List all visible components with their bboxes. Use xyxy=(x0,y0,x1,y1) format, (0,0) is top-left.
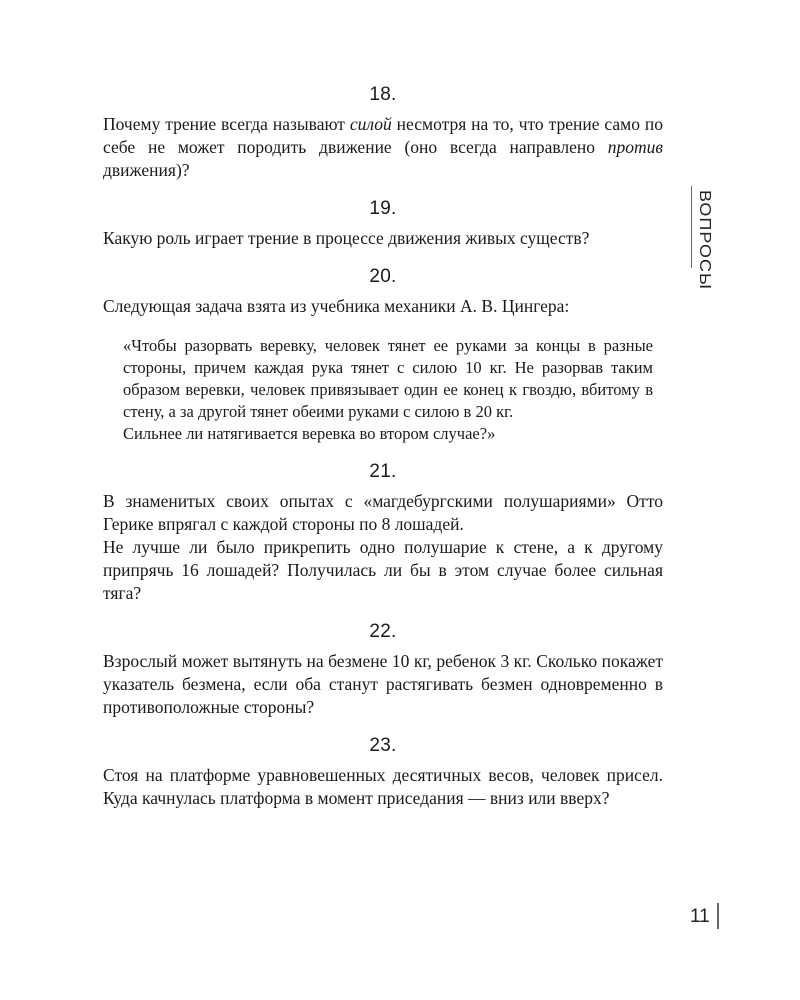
quote-paragraph: «Чтобы разорвать веревку, человек тянет ее руками за концы в разные стороны, причем каждая рука тянет с силою 10 кг. Не разорвав таким образом веревки, человек привязывает один ее конец к гвоздю, вбитому в стену, а за другой тянет обеими руками с силою в 20 кг. xyxy=(123,336,653,421)
question-number: 18. xyxy=(369,84,397,105)
question-text xyxy=(103,113,663,182)
emphasis: против xyxy=(607,137,663,157)
section-label: ВОПРОСЫ xyxy=(696,190,714,290)
page-number-divider xyxy=(717,903,719,929)
question-text: В знаменитых своих опытах с «магдебургскими полушариями» Отто Герике впрягал с каждой стороны по 8 лошадей. xyxy=(103,491,663,534)
question-21 xyxy=(103,461,663,605)
question-text: Не лучше ли было прикрепить одно полушарие к стене, а к другому припрячь 16 лошадей? Получилась ли бы в этом случае более сильная тяга? xyxy=(103,537,663,603)
block-quote xyxy=(103,335,663,445)
question-number: 21. xyxy=(369,461,397,482)
text-part: Почему трение всегда называют xyxy=(103,114,350,134)
question-23 xyxy=(103,735,663,810)
question-text: Взрослый может вытянуть на безмене 10 кг, ребенок 3 кг. Сколько покажет указатель безмена, если оба станут растягивать безмен одновременно в противоположные стороны? xyxy=(103,651,663,717)
question-19 xyxy=(103,198,663,250)
questions-list xyxy=(103,84,663,826)
question-number: 22. xyxy=(369,621,397,642)
question-number: 19. xyxy=(369,198,397,219)
question-number: 20. xyxy=(369,266,397,287)
question-22 xyxy=(103,621,663,719)
text-part: движения)? xyxy=(103,160,190,180)
question-text: Стоя на платформе уравновешенных десятичных весов, человек присел. Куда качнулась платформа в момент приседания — вниз или вверх? xyxy=(103,765,663,808)
page-number: 11 xyxy=(690,906,710,927)
question-text: Следующая задача взята из учебника механики А. В. Цингера: xyxy=(103,296,570,316)
quote-paragraph: Сильнее ли натягивается веревка во втором случае?» xyxy=(123,424,496,443)
question-number: 23. xyxy=(369,735,397,756)
text-part: несмотря на то, что трение само по себе не может породить движение (оно всегда направлено xyxy=(103,114,663,157)
emphasis: силой xyxy=(349,114,392,134)
question-18 xyxy=(103,84,663,182)
question-20 xyxy=(103,266,663,445)
section-side-tab xyxy=(691,186,722,290)
question-text: Какую роль играет трение в процессе движения живых существ? xyxy=(103,228,590,248)
